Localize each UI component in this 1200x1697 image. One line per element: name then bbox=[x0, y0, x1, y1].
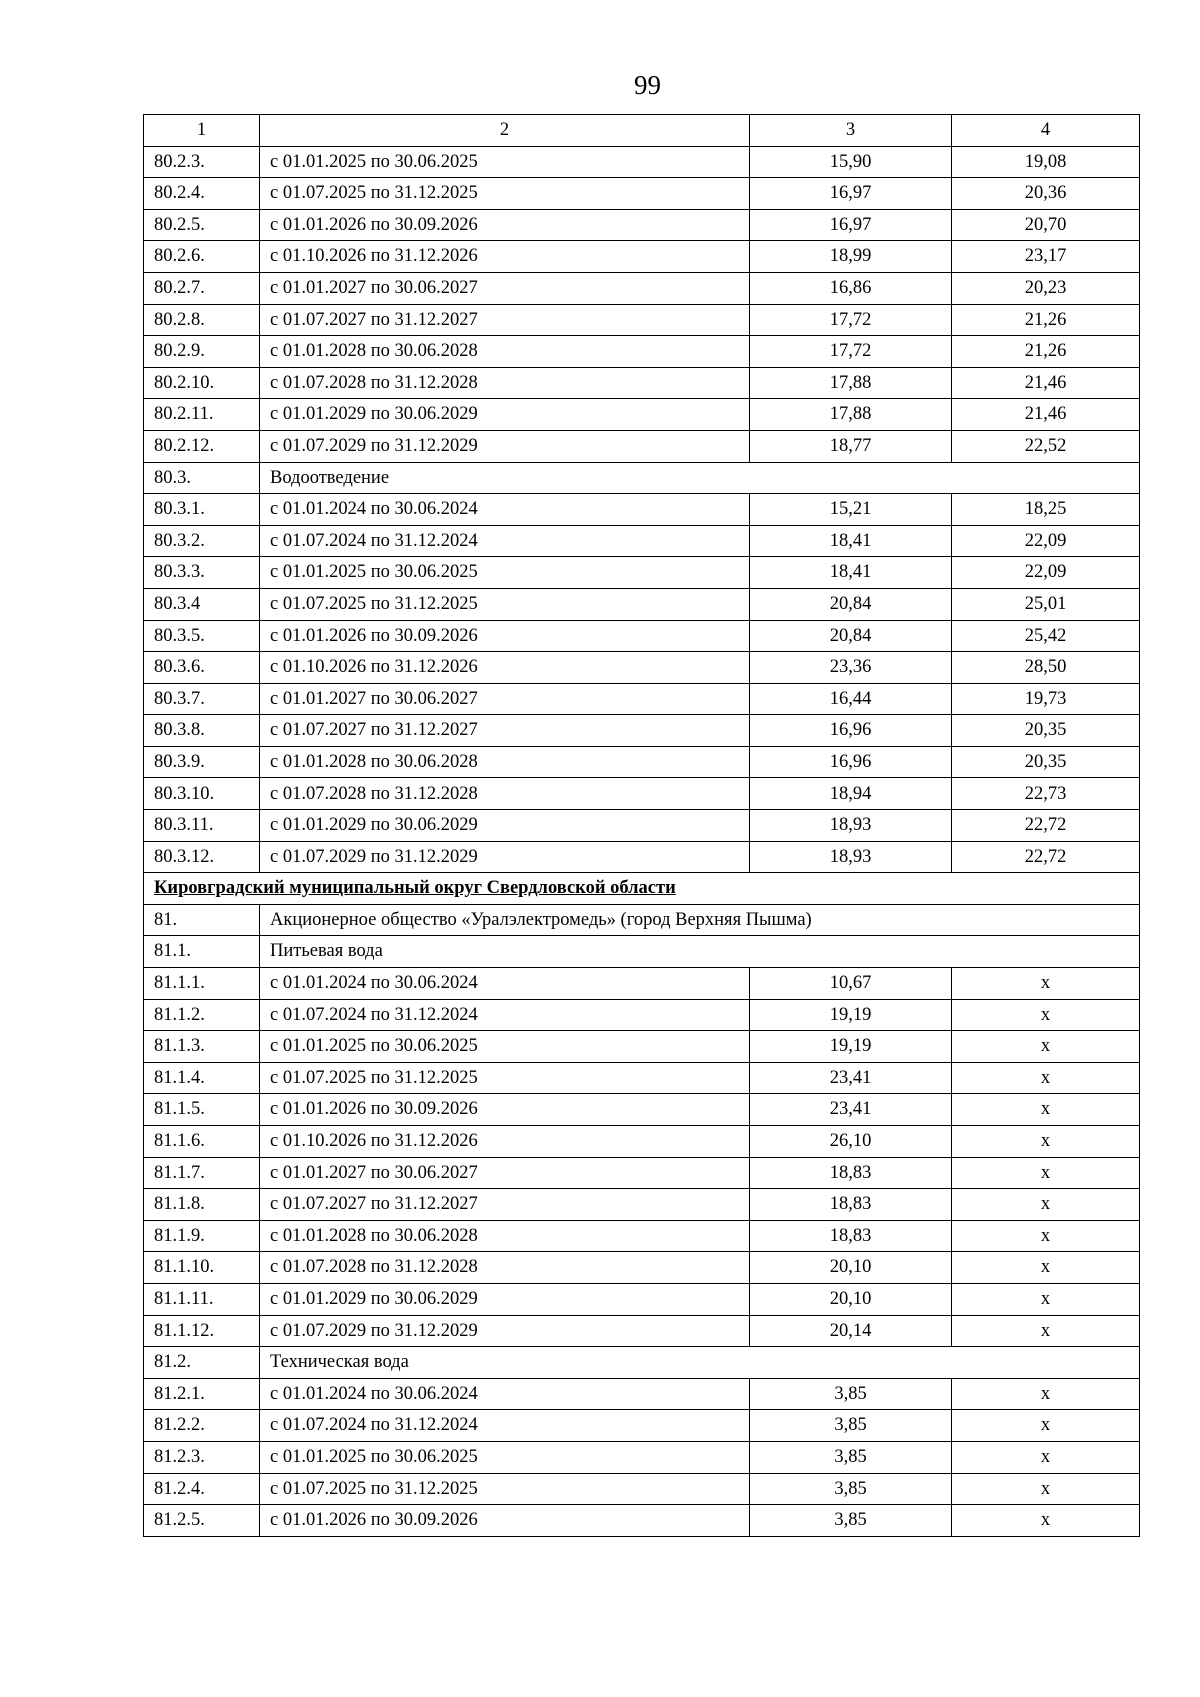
table-row bbox=[144, 683, 1140, 715]
value-cell-3: 15,90 bbox=[750, 146, 952, 178]
table-row bbox=[144, 1126, 1140, 1158]
period-cell: с 01.07.2027 по 31.12.2027 bbox=[260, 304, 750, 336]
group-label: Акционерное общество «Уралэлектромедь» (город Верхняя Пышма) bbox=[260, 904, 1140, 936]
row-number: 80.3.5. bbox=[144, 620, 260, 652]
value-cell-4: x bbox=[952, 1473, 1140, 1505]
value-cell-3: 16,44 bbox=[750, 683, 952, 715]
period-cell: с 01.01.2029 по 30.06.2029 bbox=[260, 1283, 750, 1315]
row-number: 80.3.3. bbox=[144, 557, 260, 589]
period-cell: с 01.01.2024 по 30.06.2024 bbox=[260, 1378, 750, 1410]
row-number: 81.2.4. bbox=[144, 1473, 260, 1505]
table-row bbox=[144, 336, 1140, 368]
value-cell-3: 3,85 bbox=[750, 1473, 952, 1505]
period-cell: с 01.01.2024 по 30.06.2024 bbox=[260, 494, 750, 526]
row-number: 81.1.9. bbox=[144, 1220, 260, 1252]
table-row bbox=[144, 778, 1140, 810]
value-cell-4: x bbox=[952, 1410, 1140, 1442]
table-row bbox=[144, 1252, 1140, 1284]
period-cell: с 01.01.2025 по 30.06.2025 bbox=[260, 557, 750, 589]
value-cell-3: 20,14 bbox=[750, 1315, 952, 1347]
value-cell-3: 18,93 bbox=[750, 810, 952, 842]
period-cell: с 01.07.2027 по 31.12.2027 bbox=[260, 1189, 750, 1221]
table-row bbox=[144, 715, 1140, 747]
value-cell-3: 16,96 bbox=[750, 746, 952, 778]
table-row bbox=[144, 146, 1140, 178]
table-row bbox=[144, 1505, 1140, 1537]
page-number: 99 bbox=[634, 70, 661, 100]
row-number: 80.2.3. bbox=[144, 146, 260, 178]
period-cell: с 01.07.2024 по 31.12.2024 bbox=[260, 1410, 750, 1442]
value-cell-3: 18,83 bbox=[750, 1220, 952, 1252]
row-number: 81.2. bbox=[144, 1347, 260, 1379]
row-number: 81.1.8. bbox=[144, 1189, 260, 1221]
table-row bbox=[144, 272, 1140, 304]
period-cell: с 01.01.2028 по 30.06.2028 bbox=[260, 746, 750, 778]
table-row bbox=[144, 1031, 1140, 1063]
value-cell-3: 18,83 bbox=[750, 1157, 952, 1189]
value-cell-3: 3,85 bbox=[750, 1410, 952, 1442]
row-number: 81.2.5. bbox=[144, 1505, 260, 1537]
value-cell-3: 18,99 bbox=[750, 241, 952, 273]
period-cell: с 01.01.2026 по 30.09.2026 bbox=[260, 1094, 750, 1126]
period-cell: с 01.01.2026 по 30.09.2026 bbox=[260, 620, 750, 652]
table-row bbox=[144, 999, 1140, 1031]
header-cell-2: 2 bbox=[260, 115, 750, 147]
row-number: 81.1.10. bbox=[144, 1252, 260, 1284]
period-cell: с 01.07.2028 по 31.12.2028 bbox=[260, 367, 750, 399]
value-cell-4: x bbox=[952, 1157, 1140, 1189]
row-number: 80.2.10. bbox=[144, 367, 260, 399]
row-number: 81.1.2. bbox=[144, 999, 260, 1031]
row-number: 80.2.4. bbox=[144, 178, 260, 210]
value-cell-4: x bbox=[952, 1031, 1140, 1063]
period-cell: с 01.07.2028 по 31.12.2028 bbox=[260, 1252, 750, 1284]
header-cell-4: 4 bbox=[952, 115, 1140, 147]
period-cell: с 01.07.2025 по 31.12.2025 bbox=[260, 588, 750, 620]
table-row bbox=[144, 841, 1140, 873]
table-row bbox=[144, 1378, 1140, 1410]
value-cell-4: 19,73 bbox=[952, 683, 1140, 715]
row-number: 81.1.4. bbox=[144, 1062, 260, 1094]
table-row bbox=[144, 1189, 1140, 1221]
period-cell: с 01.01.2028 по 30.06.2028 bbox=[260, 1220, 750, 1252]
row-number: 80.3.2. bbox=[144, 525, 260, 557]
row-number: 80.2.6. bbox=[144, 241, 260, 273]
value-cell-4: 22,73 bbox=[952, 778, 1140, 810]
value-cell-3: 16,97 bbox=[750, 178, 952, 210]
section-label: Кировградский муниципальный округ Свердловской области bbox=[144, 873, 1140, 905]
value-cell-4: 21,26 bbox=[952, 304, 1140, 336]
tariff-table-body bbox=[144, 115, 1140, 1537]
value-cell-3: 23,41 bbox=[750, 1094, 952, 1126]
period-cell: с 01.01.2028 по 30.06.2028 bbox=[260, 336, 750, 368]
group-row bbox=[144, 462, 1140, 494]
value-cell-4: x bbox=[952, 1441, 1140, 1473]
period-cell: с 01.01.2029 по 30.06.2029 bbox=[260, 399, 750, 431]
value-cell-3: 20,84 bbox=[750, 588, 952, 620]
table-row bbox=[144, 367, 1140, 399]
row-number: 81.1.5. bbox=[144, 1094, 260, 1126]
row-number: 80.2.11. bbox=[144, 399, 260, 431]
table-row bbox=[144, 1315, 1140, 1347]
row-number: 80.3.11. bbox=[144, 810, 260, 842]
row-number: 80.3.8. bbox=[144, 715, 260, 747]
value-cell-3: 3,85 bbox=[750, 1378, 952, 1410]
row-number: 80.3.9. bbox=[144, 746, 260, 778]
header-cell-3: 3 bbox=[750, 115, 952, 147]
table-row bbox=[144, 620, 1140, 652]
value-cell-4: 25,01 bbox=[952, 588, 1140, 620]
group-label: Питьевая вода bbox=[260, 936, 1140, 968]
value-cell-4: 18,25 bbox=[952, 494, 1140, 526]
period-cell: с 01.01.2029 по 30.06.2029 bbox=[260, 810, 750, 842]
row-number: 80.2.5. bbox=[144, 209, 260, 241]
period-cell: с 01.07.2029 по 31.12.2029 bbox=[260, 841, 750, 873]
value-cell-4: x bbox=[952, 1378, 1140, 1410]
group-label: Водоотведение bbox=[260, 462, 1140, 494]
table-row bbox=[144, 746, 1140, 778]
period-cell: с 01.01.2024 по 30.06.2024 bbox=[260, 968, 750, 1000]
row-number: 80.3.7. bbox=[144, 683, 260, 715]
value-cell-4: 20,36 bbox=[952, 178, 1140, 210]
table-row bbox=[144, 430, 1140, 462]
period-cell: с 01.10.2026 по 31.12.2026 bbox=[260, 1126, 750, 1158]
period-cell: с 01.01.2027 по 30.06.2027 bbox=[260, 683, 750, 715]
table-row bbox=[144, 209, 1140, 241]
table-row bbox=[144, 1220, 1140, 1252]
table-row bbox=[144, 1283, 1140, 1315]
value-cell-4: x bbox=[952, 1252, 1140, 1284]
period-cell: с 01.01.2026 по 30.09.2026 bbox=[260, 209, 750, 241]
value-cell-3: 23,41 bbox=[750, 1062, 952, 1094]
period-cell: с 01.07.2025 по 31.12.2025 bbox=[260, 1062, 750, 1094]
value-cell-4: x bbox=[952, 1094, 1140, 1126]
period-cell: с 01.01.2025 по 30.06.2025 bbox=[260, 1441, 750, 1473]
value-cell-4: 19,08 bbox=[952, 146, 1140, 178]
row-number: 81.1.11. bbox=[144, 1283, 260, 1315]
table-row bbox=[144, 1094, 1140, 1126]
table-row bbox=[144, 525, 1140, 557]
row-number: 80.3.10. bbox=[144, 778, 260, 810]
value-cell-3: 20,10 bbox=[750, 1252, 952, 1284]
period-cell: с 01.01.2027 по 30.06.2027 bbox=[260, 272, 750, 304]
value-cell-4: 20,70 bbox=[952, 209, 1140, 241]
row-number: 80.3.1. bbox=[144, 494, 260, 526]
value-cell-3: 18,41 bbox=[750, 525, 952, 557]
value-cell-3: 3,85 bbox=[750, 1441, 952, 1473]
period-cell: с 01.07.2028 по 31.12.2028 bbox=[260, 778, 750, 810]
row-number: 80.3. bbox=[144, 462, 260, 494]
row-number: 80.3.12. bbox=[144, 841, 260, 873]
group-row bbox=[144, 1347, 1140, 1379]
value-cell-3: 15,21 bbox=[750, 494, 952, 526]
table-row bbox=[144, 1062, 1140, 1094]
value-cell-3: 18,41 bbox=[750, 557, 952, 589]
table-row bbox=[144, 1473, 1140, 1505]
table-row bbox=[144, 1157, 1140, 1189]
value-cell-4: x bbox=[952, 1189, 1140, 1221]
value-cell-4: x bbox=[952, 1283, 1140, 1315]
value-cell-3: 17,88 bbox=[750, 399, 952, 431]
value-cell-3: 26,10 bbox=[750, 1126, 952, 1158]
period-cell: с 01.07.2029 по 31.12.2029 bbox=[260, 1315, 750, 1347]
value-cell-3: 16,97 bbox=[750, 209, 952, 241]
period-cell: с 01.07.2029 по 31.12.2029 bbox=[260, 430, 750, 462]
row-number: 81.1.12. bbox=[144, 1315, 260, 1347]
group-label: Техническая вода bbox=[260, 1347, 1140, 1379]
value-cell-3: 23,36 bbox=[750, 652, 952, 684]
row-number: 80.2.12. bbox=[144, 430, 260, 462]
table-row bbox=[144, 968, 1140, 1000]
row-number: 81.1.7. bbox=[144, 1157, 260, 1189]
row-number: 81.2.1. bbox=[144, 1378, 260, 1410]
value-cell-4: 23,17 bbox=[952, 241, 1140, 273]
group-row bbox=[144, 904, 1140, 936]
row-number: 80.2.9. bbox=[144, 336, 260, 368]
tariff-table bbox=[143, 114, 1140, 1537]
period-cell: с 01.01.2027 по 30.06.2027 bbox=[260, 1157, 750, 1189]
row-number: 80.2.8. bbox=[144, 304, 260, 336]
value-cell-4: 20,35 bbox=[952, 715, 1140, 747]
period-cell: с 01.10.2026 по 31.12.2026 bbox=[260, 241, 750, 273]
table-row bbox=[144, 1441, 1140, 1473]
period-cell: с 01.10.2026 по 31.12.2026 bbox=[260, 652, 750, 684]
table-row bbox=[144, 588, 1140, 620]
value-cell-4: 21,46 bbox=[952, 367, 1140, 399]
row-number: 80.3.4 bbox=[144, 588, 260, 620]
value-cell-3: 17,72 bbox=[750, 304, 952, 336]
value-cell-4: 22,09 bbox=[952, 557, 1140, 589]
value-cell-4: 22,72 bbox=[952, 841, 1140, 873]
row-number: 81.2.2. bbox=[144, 1410, 260, 1442]
table-row bbox=[144, 652, 1140, 684]
value-cell-3: 20,10 bbox=[750, 1283, 952, 1315]
value-cell-4: x bbox=[952, 1126, 1140, 1158]
value-cell-4: 22,52 bbox=[952, 430, 1140, 462]
value-cell-4: 28,50 bbox=[952, 652, 1140, 684]
row-number: 80.2.7. bbox=[144, 272, 260, 304]
value-cell-3: 20,84 bbox=[750, 620, 952, 652]
row-number: 81.1.3. bbox=[144, 1031, 260, 1063]
value-cell-4: x bbox=[952, 1062, 1140, 1094]
row-number: 80.3.6. bbox=[144, 652, 260, 684]
value-cell-3: 19,19 bbox=[750, 999, 952, 1031]
value-cell-4: x bbox=[952, 1505, 1140, 1537]
table-row bbox=[144, 178, 1140, 210]
value-cell-4: 20,23 bbox=[952, 272, 1140, 304]
table-row bbox=[144, 810, 1140, 842]
value-cell-4: 25,42 bbox=[952, 620, 1140, 652]
period-cell: с 01.07.2025 по 31.12.2025 bbox=[260, 1473, 750, 1505]
value-cell-4: x bbox=[952, 1220, 1140, 1252]
header-row bbox=[144, 115, 1140, 147]
value-cell-3: 17,72 bbox=[750, 336, 952, 368]
table-row bbox=[144, 1410, 1140, 1442]
row-number: 81. bbox=[144, 904, 260, 936]
value-cell-3: 18,93 bbox=[750, 841, 952, 873]
value-cell-3: 18,94 bbox=[750, 778, 952, 810]
value-cell-4: x bbox=[952, 968, 1140, 1000]
value-cell-4: 20,35 bbox=[952, 746, 1140, 778]
value-cell-3: 18,83 bbox=[750, 1189, 952, 1221]
value-cell-4: x bbox=[952, 999, 1140, 1031]
table-row bbox=[144, 399, 1140, 431]
value-cell-4: 21,26 bbox=[952, 336, 1140, 368]
period-cell: с 01.07.2027 по 31.12.2027 bbox=[260, 715, 750, 747]
header-cell-1: 1 bbox=[144, 115, 260, 147]
period-cell: с 01.01.2025 по 30.06.2025 bbox=[260, 1031, 750, 1063]
value-cell-4: x bbox=[952, 1315, 1140, 1347]
section-row bbox=[144, 873, 1140, 905]
period-cell: с 01.01.2025 по 30.06.2025 bbox=[260, 146, 750, 178]
period-cell: с 01.07.2024 по 31.12.2024 bbox=[260, 525, 750, 557]
value-cell-3: 19,19 bbox=[750, 1031, 952, 1063]
period-cell: с 01.01.2026 по 30.09.2026 bbox=[260, 1505, 750, 1537]
row-number: 81.2.3. bbox=[144, 1441, 260, 1473]
table-row bbox=[144, 241, 1140, 273]
row-number: 81.1. bbox=[144, 936, 260, 968]
row-number: 81.1.1. bbox=[144, 968, 260, 1000]
group-row bbox=[144, 936, 1140, 968]
table-row bbox=[144, 304, 1140, 336]
value-cell-3: 16,86 bbox=[750, 272, 952, 304]
value-cell-4: 22,09 bbox=[952, 525, 1140, 557]
period-cell: с 01.07.2024 по 31.12.2024 bbox=[260, 999, 750, 1031]
value-cell-3: 17,88 bbox=[750, 367, 952, 399]
period-cell: с 01.07.2025 по 31.12.2025 bbox=[260, 178, 750, 210]
value-cell-3: 16,96 bbox=[750, 715, 952, 747]
value-cell-4: 21,46 bbox=[952, 399, 1140, 431]
value-cell-3: 3,85 bbox=[750, 1505, 952, 1537]
table-row bbox=[144, 557, 1140, 589]
value-cell-3: 18,77 bbox=[750, 430, 952, 462]
value-cell-4: 22,72 bbox=[952, 810, 1140, 842]
table-row bbox=[144, 494, 1140, 526]
row-number: 81.1.6. bbox=[144, 1126, 260, 1158]
value-cell-3: 10,67 bbox=[750, 968, 952, 1000]
